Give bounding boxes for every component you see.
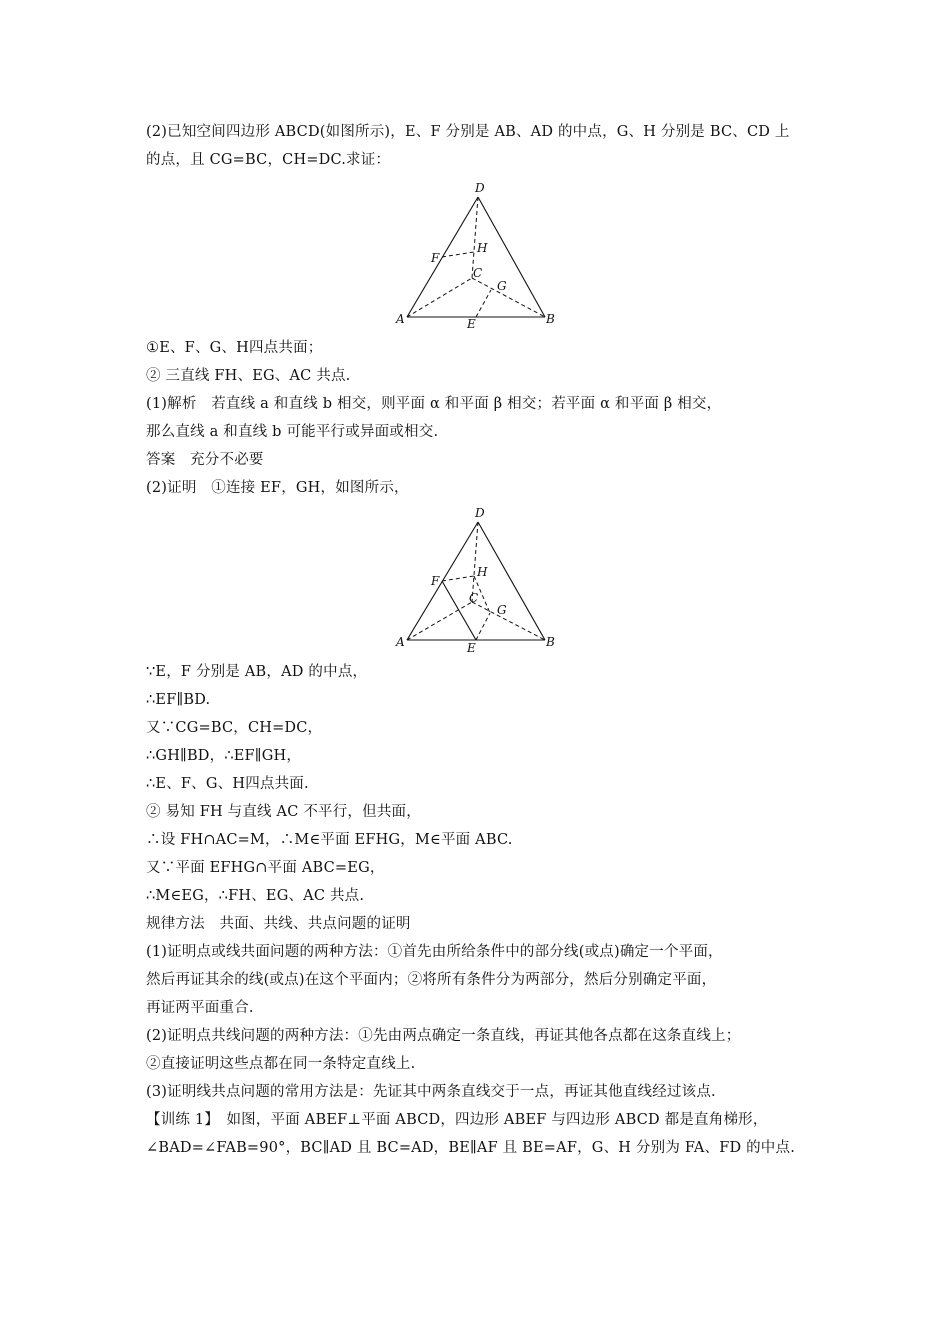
edge-AC	[407, 602, 472, 640]
segment-EG	[476, 290, 491, 317]
text-line-13: ∴E、F、G、H四点共面.	[146, 776, 309, 792]
text-line-7: 答案 充分不必要	[146, 452, 264, 468]
label-H: H	[477, 241, 488, 255]
text-line-26: ∠BAD=∠FAB=90°，BC∥AD 且 BC=AD，BE∥AF 且 BE=AF，G、H 分别为 FA、FD 的中点.	[146, 1140, 796, 1156]
text-line-4: ② 三直线 FH、EG、AC 共点.	[146, 368, 351, 384]
text-line-17: ∴M∈EG，∴FH、EG、AC 共点.	[146, 888, 365, 904]
text-line-12: ∴GH∥BD，∴EF∥GH，	[146, 748, 302, 764]
label-E: E	[467, 641, 476, 655]
text-line-14: ② 易知 FH 与直线 AC 不平行，但共面，	[146, 804, 421, 820]
label-E: E	[467, 317, 476, 330]
text-line-20: 然后再证其余的线(或点)在这个平面内；②将所有条件分为两部分，然后分别确定平面，	[146, 972, 717, 988]
segment-FH	[442, 576, 474, 581]
text-line-2: 的点，且 CG=BC，CH=DC.求证：	[146, 152, 391, 168]
text-line-15: ∴设 FH∩AC=M，∴M∈平面 EFHG，M∈平面 ABC.	[146, 832, 513, 848]
label-A: A	[396, 312, 405, 326]
text-line-23: ②直接证明这些点都在同一条特定直线上.	[146, 1056, 416, 1072]
label-B: B	[546, 312, 555, 326]
text-line-8: (2)证明 ①连接 EF，GH，如图所示，	[146, 480, 409, 496]
text-line-6: 那么直线 a 和直线 b 可能平行或异面或相交.	[146, 424, 439, 440]
label-H: H	[477, 565, 488, 579]
tetrahedron-figure-2	[390, 505, 560, 655]
text-line-11: 又∵CG=BC，CH=DC，	[146, 720, 323, 736]
label-G: G	[497, 603, 507, 617]
label-D: D	[475, 181, 485, 195]
text-line-24: (3)证明线共点问题的常用方法是：先证其中两条直线交于一点，再证其他直线经过该点.	[146, 1084, 716, 1100]
text-line-25: 【训练 1】 如图，平面 ABEF⊥平面 ABCD，四边形 ABEF 与四边形 ABCD 都是直角梯形，	[146, 1112, 768, 1128]
text-line-9: ∵E，F 分别是 AB，AD 的中点，	[146, 664, 368, 680]
text-line-21: 再证两平面重合.	[146, 1000, 254, 1016]
text-line-18: 规律方法 共面、共线、共点问题的证明	[146, 916, 411, 932]
label-C: C	[469, 591, 479, 605]
text-line-3: ①E、F、G、H四点共面；	[146, 340, 323, 356]
label-A: A	[396, 635, 405, 649]
label-G: G	[497, 279, 507, 293]
edge-AC	[407, 278, 472, 317]
label-B: B	[546, 635, 555, 649]
segment-FH	[442, 252, 474, 257]
edge-DC	[472, 522, 478, 602]
tetrahedron-figure-1	[390, 180, 560, 330]
text-line-10: ∴EF∥BD.	[146, 692, 211, 708]
text-line-22: (2)证明点共线问题的两种方法：①先由两点确定一条直线，再证其他各点都在这条直线上；	[146, 1028, 741, 1044]
text-line-16: 又∵平面 EFHG∩平面 ABC=EG，	[146, 860, 385, 876]
segment-EG	[476, 613, 490, 640]
segment-EF	[442, 581, 479, 640]
text-line-5: (1)解析 若直线 a 和直线 b 相交，则平面 α 和平面 β 相交；若平面 α 和平面 β 相交，	[146, 396, 722, 412]
label-F: F	[431, 251, 440, 265]
text-line-19: (1)证明点或线共面问题的两种方法：①首先由所给条件中的部分线(或点)确定一个平面，	[146, 944, 723, 960]
label-C: C	[473, 266, 483, 280]
text-line-1: (2)已知空间四边形 ABCD(如图所示)，E、F 分别是 AB、AD 的中点，G、H 分别是 BC、CD 上	[146, 124, 790, 140]
label-D: D	[475, 506, 485, 520]
label-F: F	[431, 574, 440, 588]
